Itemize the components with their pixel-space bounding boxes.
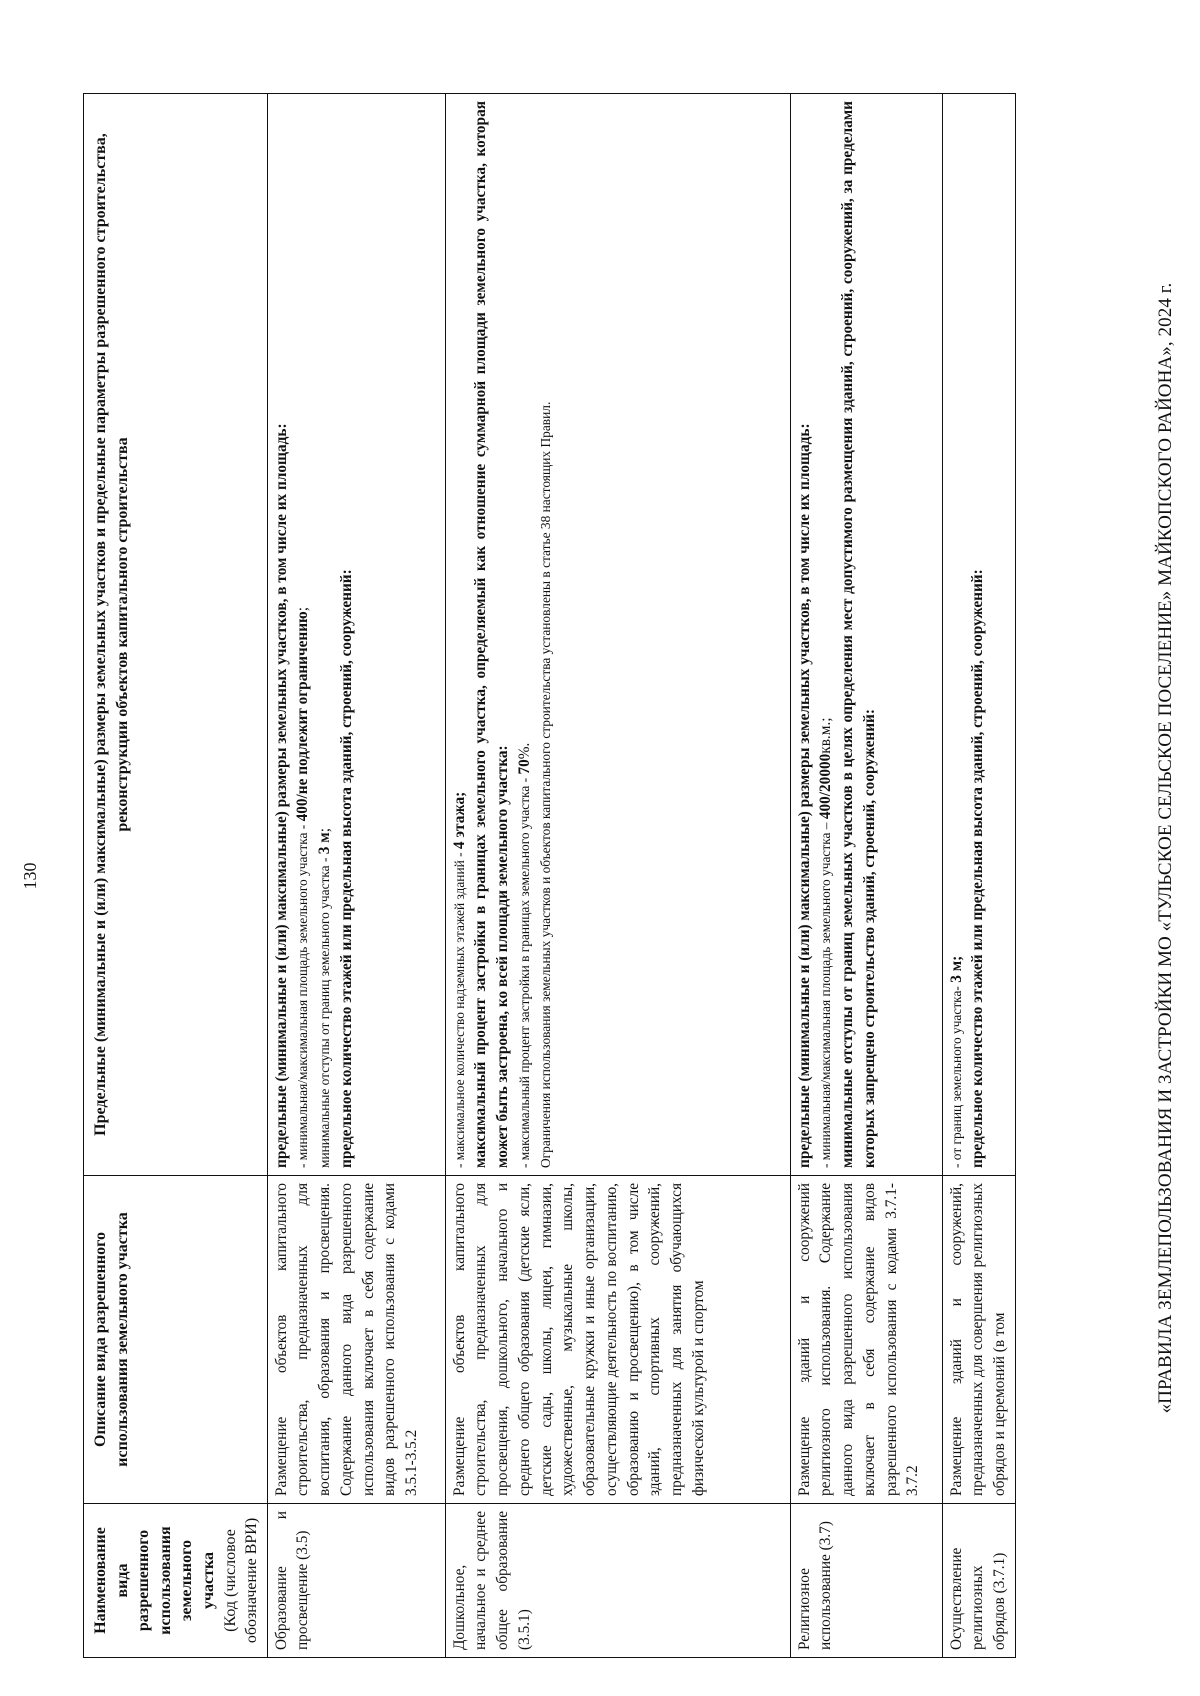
row-name-cell: Религиозное использование (3.7) xyxy=(790,1504,942,1658)
params-line: Ограничения использования земельных участков и объектов капитального строительства установлены в статье 38 настоящих Правил. xyxy=(537,401,553,1168)
row-params-cell xyxy=(790,94,942,1176)
params-line xyxy=(815,101,837,1168)
params-line xyxy=(292,101,314,1168)
header-params: Предельные (минимальные и (или) максимальные) размеры земельных участков и предельные параметры разрешенного строительства, реконструкции объектов капитального строительства xyxy=(84,94,268,1176)
row-name-cell: Образование и просвещение (3.5) xyxy=(267,1504,445,1658)
table-row xyxy=(942,94,1015,1658)
header-name xyxy=(84,1504,268,1658)
params-text: ; xyxy=(316,828,334,833)
params-line xyxy=(314,101,336,1168)
params-value: 400/20000 xyxy=(817,753,835,820)
row-description-cell: Размещение объектов капитального строительства, предназначенных для просвещения, дошкольного, начального и среднего общего образования (детские ясли, детские сады, школы, лицеи, гимназии, художественные, музыкальные школы, образовательные кружки и иные организации, осуществляющие деятельность по воспитанию, образованию и просвещению), в том числе зданий, спортивных сооружений, предназначенных для занятия обучающихся физической культурой и спортом xyxy=(445,1176,790,1504)
params-text: - минимальная/максимальная площадь земельного участка – xyxy=(818,819,834,1168)
regulations-table xyxy=(83,93,1016,1658)
params-value: 3 м xyxy=(316,832,334,855)
row-params-cell xyxy=(267,94,445,1176)
row-name-cell: Осуществление религиозных обрядов (3.7.1) xyxy=(942,1504,1015,1658)
row-description-cell: Размещение объектов капитального строительства, предназначенных для воспитания, образования и просвещения. Содержание данного вида разрешенного использования включает в себя содержание видов разрешенного использования с кодами 3.5.1-3.5.2 xyxy=(267,1176,445,1504)
table-row xyxy=(267,94,445,1658)
params-value: 3 м; xyxy=(947,955,965,983)
row-params-cell xyxy=(445,94,790,1176)
params-line xyxy=(449,101,471,1168)
table-header-row xyxy=(84,94,268,1658)
row-name-cell: Дошкольное, начальное и среднее общее образование (3.5.1) xyxy=(445,1504,790,1658)
params-line: минимальные отступы от границ земельных участков в целях определения мест допустимого размещения зданий, строений, сооружений, за пределами которых запрещено строительство зданий, строений, сооружений: xyxy=(839,101,878,1168)
row-description-cell: Размещение зданий и сооружений религиозного использования. Содержание данного вида разрешенного использования включает в себя содержание видов разрешенного использования с кодами 3.7.1-3.7.2 xyxy=(790,1176,942,1504)
params-text: - от границ земельного участка- xyxy=(948,982,964,1168)
params-line: предельное количество этажей или предельная высота зданий, строений, сооружений: xyxy=(337,569,355,1168)
params-text: %. xyxy=(515,742,533,760)
params-line xyxy=(946,101,968,1168)
params-text: минимальные отступы от границ земельного участка - xyxy=(317,854,333,1168)
params-line: предельные (минимальные и (или) максимальные) размеры земельных участков, в том числе их площадь: xyxy=(795,423,813,1168)
header-name-text: Наименование вида разрешенного использования земельного участка xyxy=(92,1526,217,1635)
params-value: 70 xyxy=(515,759,533,775)
table-row xyxy=(445,94,790,1658)
params-line: максимальный процент застройки в границах земельного участка, определяемый как отношение суммарной площади земельного участка, которая может быть застроена, ко всей площади земельного участка: xyxy=(472,101,512,1168)
params-text: кв.м.; xyxy=(817,717,835,754)
row-params-cell xyxy=(942,94,1015,1176)
table-row xyxy=(790,94,942,1658)
header-code-text: (Код (числовое обозначение ВРИ) xyxy=(221,1517,261,1644)
header-description: Описание вида разрешенного использования земельного участка xyxy=(84,1176,268,1504)
page-number: 130 xyxy=(20,862,40,890)
params-text: ; xyxy=(294,607,312,612)
params-line xyxy=(514,101,536,1168)
params-line: предельное количество этажей или предельная высота зданий, строений, сооружений: xyxy=(969,569,987,1168)
params-value: 4 этажа; xyxy=(450,791,468,850)
params-text: - максимальный процент застройки в границах земельного участка - xyxy=(516,774,532,1168)
row-description-cell: Размещение зданий и сооружений, предназначенных для совершения религиозных обрядов и церемоний (в том xyxy=(942,1176,1015,1504)
params-text: - минимальная/максимальная площадь земельного участка - xyxy=(295,821,311,1168)
params-line: предельные (минимальные и (или) максимальные) размеры земельных участков, в том числе их площадь: xyxy=(272,423,290,1168)
params-value: 400/не подлежит ограничению xyxy=(294,611,312,822)
document-footer: «ПРАВИЛА ЗЕМЛЕПОЛЬЗОВАНИЯ И ЗАСТРОЙКИ МО «ТУЛЬСКОЕ СЕЛЬСКОЕ ПОСЕЛЕНИЕ» МАЙКОПСКОГО РАЙОНА», 2024 г. xyxy=(1155,282,1176,1414)
params-text: - максимальное количество надземных этажей зданий - xyxy=(451,849,467,1168)
